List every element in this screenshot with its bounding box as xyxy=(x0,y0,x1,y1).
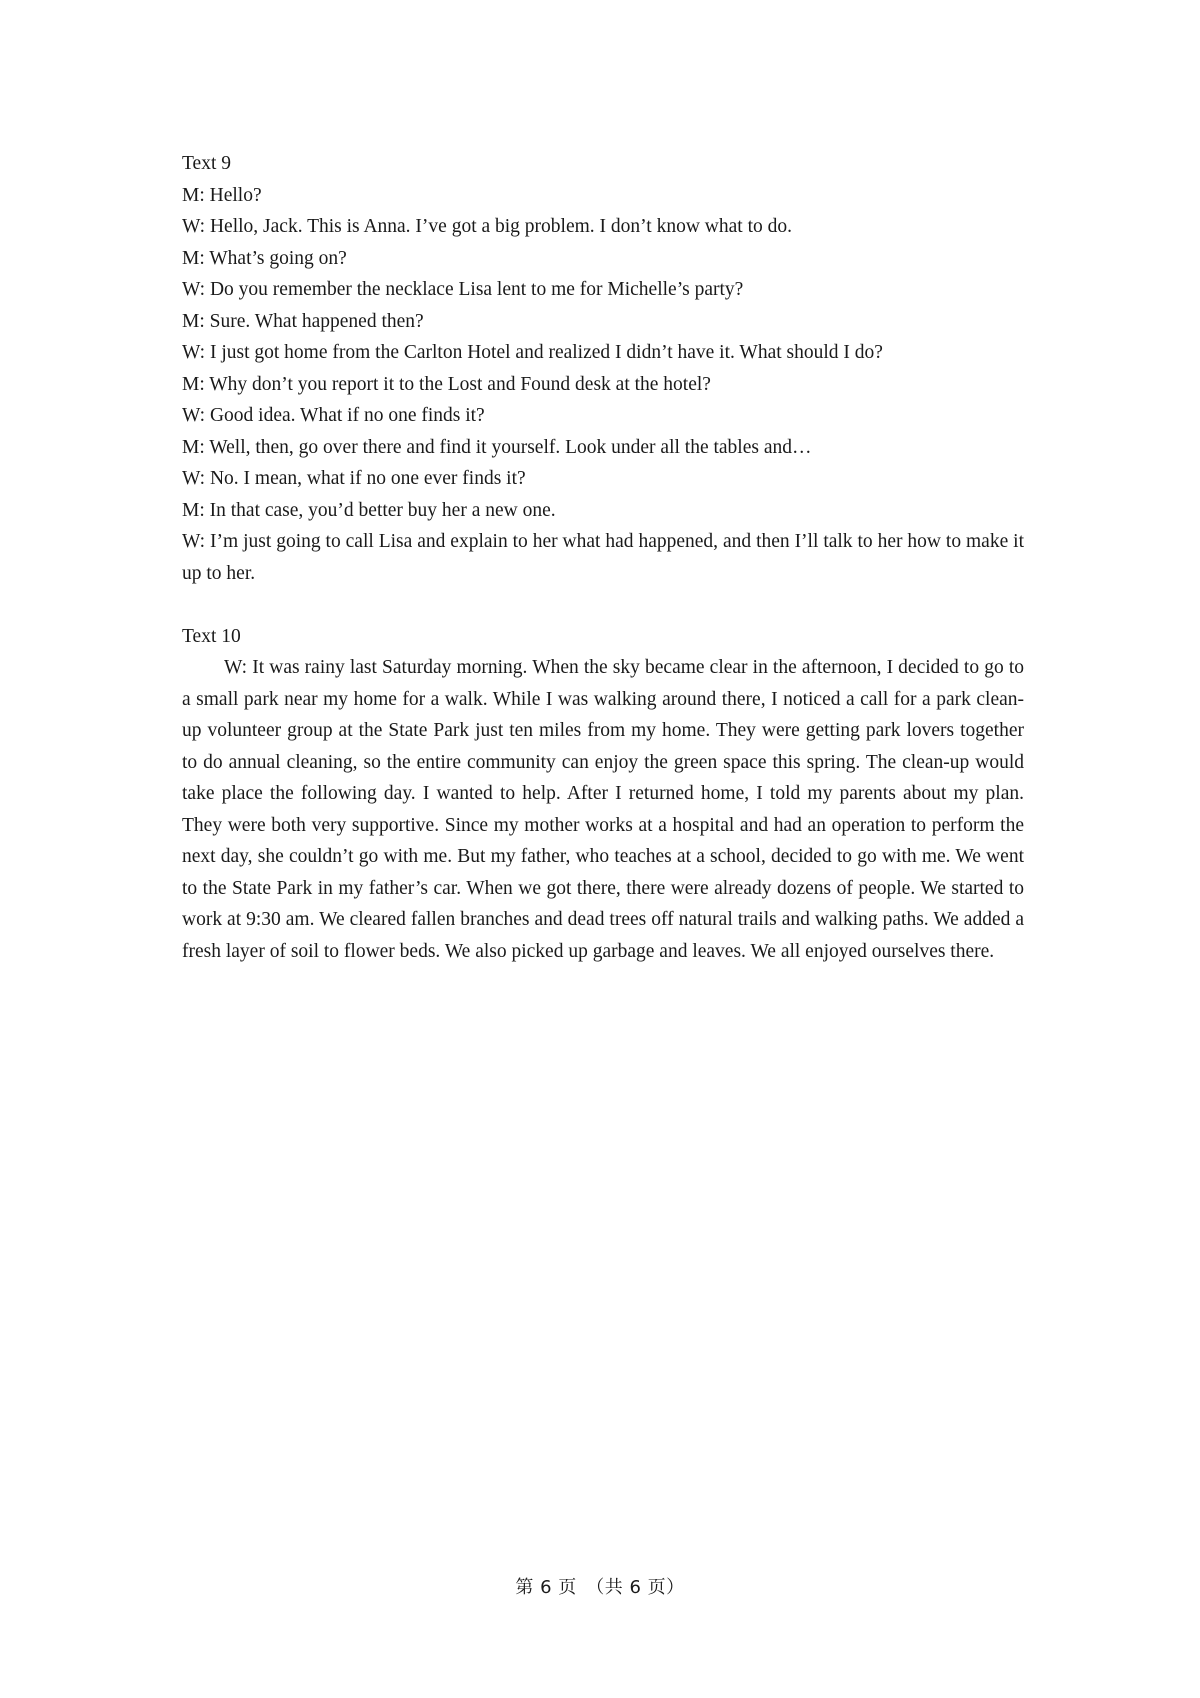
dialogue-line: W: I just got home from the Carlton Hotel and realized I didn’t have it. What should I do? xyxy=(182,342,883,363)
dialogue-line: W: I’m just going to call Lisa and explain to her what had happened, and then I’ll talk to her how to make it up to her. xyxy=(182,531,1024,584)
dialogue-line: W: Hello, Jack. This is Anna. I’ve got a big problem. I don’t know what to do. xyxy=(182,216,793,237)
text-9-section xyxy=(182,148,1024,589)
dialogue-line: W: No. I mean, what if no one ever finds it? xyxy=(182,468,526,489)
dialogue-line: M: Hello? xyxy=(182,184,262,206)
text-10-title: Text 10 xyxy=(182,625,241,647)
dialogue-line: M: Why don’t you report it to the Lost and Found desk at the hotel? xyxy=(182,373,711,395)
document-page xyxy=(182,148,1024,967)
text-10-paragraph: W: It was rainy last Saturday morning. When the sky became clear in the afternoon, I decided to go to a small park near my home for a walk. While I was walking around there, I noticed a call for a park clean-up volunteer group at the State Park just ten miles from my home. They were getting park lovers together to do annual cleaning, so the entire community can enjoy the green space this spring. The clean-up would take place the following day. I wanted to help. After I returned home, I told my parents about my plan. They were both very supportive. Since my mother works at a hospital and had an operation to perform the next day, she couldn’t go with me. But my father, who teaches at a school, decided to go with me. We went to the State Park in my father’s car. When we got there, there were already dozens of people. We started to work at 9:30 am. We cleared fallen branches and dead trees off natural trails and walking paths. We added a fresh layer of soil to flower beds. We also picked up garbage and leaves. We all enjoyed ourselves there. xyxy=(182,657,1024,962)
section-spacer xyxy=(182,589,1024,621)
dialogue-line: M: In that case, you’d better buy her a new one. xyxy=(182,499,556,521)
text-10-section xyxy=(182,621,1024,968)
dialogue-line: M: What’s going on? xyxy=(182,247,347,269)
dialogue-line: W: Good idea. What if no one finds it? xyxy=(182,405,485,426)
dialogue-line: M: Well, then, go over there and find it yourself. Look under all the tables and… xyxy=(182,436,812,458)
dialogue-line: M: Sure. What happened then? xyxy=(182,310,424,332)
dialogue-line: W: Do you remember the necklace Lisa lent to me for Michelle’s party? xyxy=(182,279,744,300)
page-footer: 第 6 页 （共 6 页） xyxy=(515,1577,685,1598)
text-9-title: Text 9 xyxy=(182,153,231,174)
